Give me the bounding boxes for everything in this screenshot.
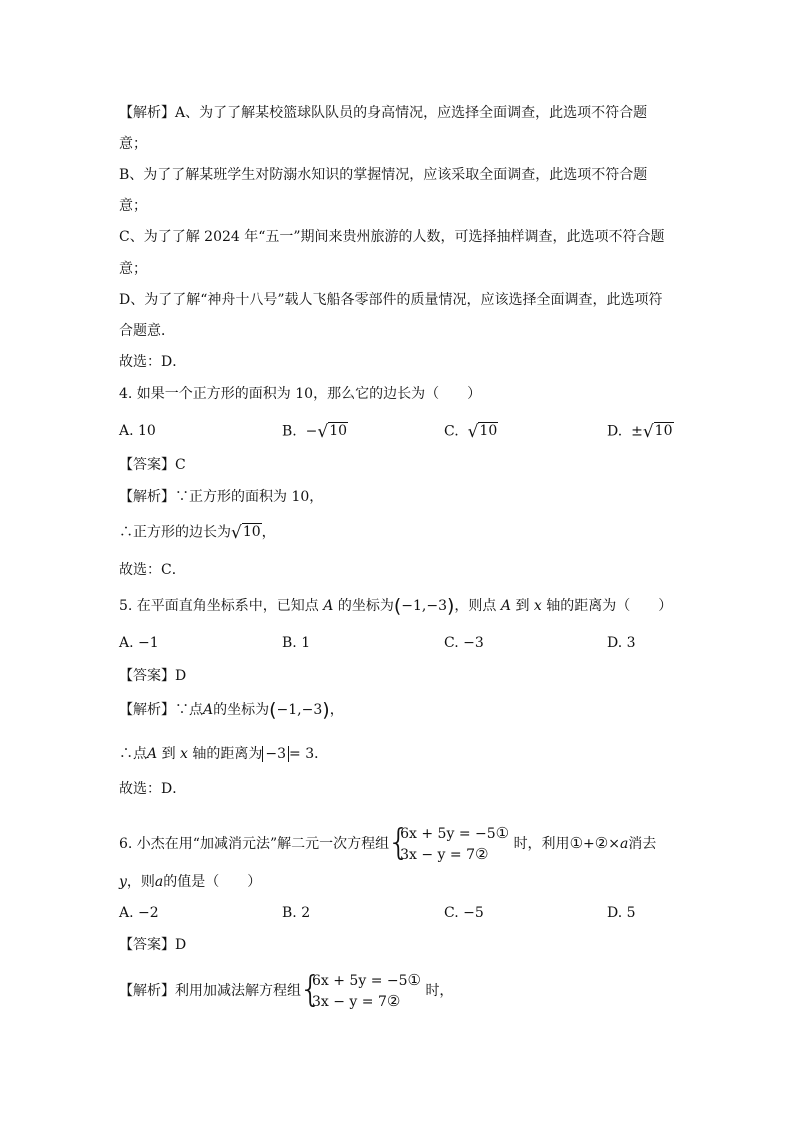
q5-conclusion: 故选：D．: [119, 781, 187, 797]
q4-option-d: D. ±√10: [607, 422, 673, 442]
q5-question: 5. 在平面直角坐标系中，已知点 A 的坐标为(−1,−3)，则点 A 到 x 轴的距离为（ ）: [119, 595, 673, 617]
q4-question: 4. 如果一个正方形的面积为 10，那么它的边长为（ ）: [119, 386, 482, 402]
q3-analysis-line-3: B、为了了解某班学生对防溺水知识的掌握情况，应该采取全面调查，此选项不符合题: [119, 167, 648, 183]
q5-option-b: B. 1: [282, 635, 311, 651]
q5-option-c: C. −3: [444, 635, 484, 651]
q6-option-b: B. 2: [282, 905, 311, 921]
q5-option-d: D. 3: [607, 635, 636, 651]
q4-conclusion: 故选：C．: [119, 562, 186, 578]
q4-option-b: B. −√10: [282, 422, 348, 442]
equation-system: { 6x + 5y = −5① 3x − y = 7②: [299, 969, 421, 1010]
q6-analysis: 【解析】利用加减法解方程组 { 6x + 5y = −5① 3x − y = 7② 时，: [119, 969, 454, 1010]
q3-analysis-line-4: 意；: [119, 198, 147, 214]
q6-option-a: A. −2: [119, 905, 159, 921]
q3-conclusion: 故选：D．: [119, 354, 187, 370]
equation-system: { 6x + 5y = −5① 3x − y = 7②: [387, 822, 510, 863]
q3-analysis-line-7: D、为了了解“神舟十八号”载人飞船各零部件的质量情况，应该选择全面调查，此选项符: [119, 292, 663, 308]
sqrt-symbol: √10: [317, 422, 348, 442]
sqrt-symbol: √10: [467, 422, 498, 442]
q4-analysis-line-1: 【解析】∵正方形的面积为 10，: [119, 489, 324, 505]
q4-option-a: A. 10: [119, 423, 156, 439]
brace-icon: {: [299, 969, 322, 1010]
sqrt-symbol: √10: [642, 422, 673, 442]
q6-answer: 【答案】D: [119, 937, 187, 953]
q6-question-line-1: 6. 小杰在用“加减消元法”解二元一次方程组 { 6x + 5y = −5① 3x − y = 7② 时，利用①+②×a消去: [119, 822, 657, 863]
q3-analysis-line-8: 合题意．: [119, 323, 175, 339]
absolute-value: −3: [262, 746, 289, 762]
q3-analysis-line-6: 意；: [119, 261, 147, 277]
q4-option-c: C. √10: [444, 422, 498, 442]
q3-analysis-line-5: C、为了了解 2024 年“五一”期间来贵州旅游的人数，可选择抽样调查，此选项不符合题: [119, 229, 665, 245]
q6-option-c: C. −5: [444, 905, 484, 921]
q3-analysis-line-2: 意；: [119, 136, 147, 152]
brace-icon: {: [387, 822, 411, 863]
q5-answer: 【答案】D: [119, 668, 187, 684]
q6-option-d: D. 5: [607, 905, 636, 921]
q3-analysis-line-1: 【解析】A、为了了解某校篮球队队员的身高情况，应选择全面调查，此选项不符合题: [119, 105, 648, 121]
q5-analysis-line-2: ∴点A 到 x 轴的距离为 −3 = 3．: [119, 746, 329, 762]
q5-analysis-line-1: 【解析】∵点A的坐标为(−1,−3)，: [119, 699, 344, 721]
q5-option-a: A. −1: [119, 635, 159, 651]
q4-answer: 【答案】C: [119, 457, 186, 473]
q4-analysis-line-2: ∴正方形的边长为√10，: [119, 523, 276, 543]
q6-question-line-2: y，则a的值是（ ）: [119, 874, 262, 890]
sqrt-symbol: √10: [231, 523, 261, 543]
